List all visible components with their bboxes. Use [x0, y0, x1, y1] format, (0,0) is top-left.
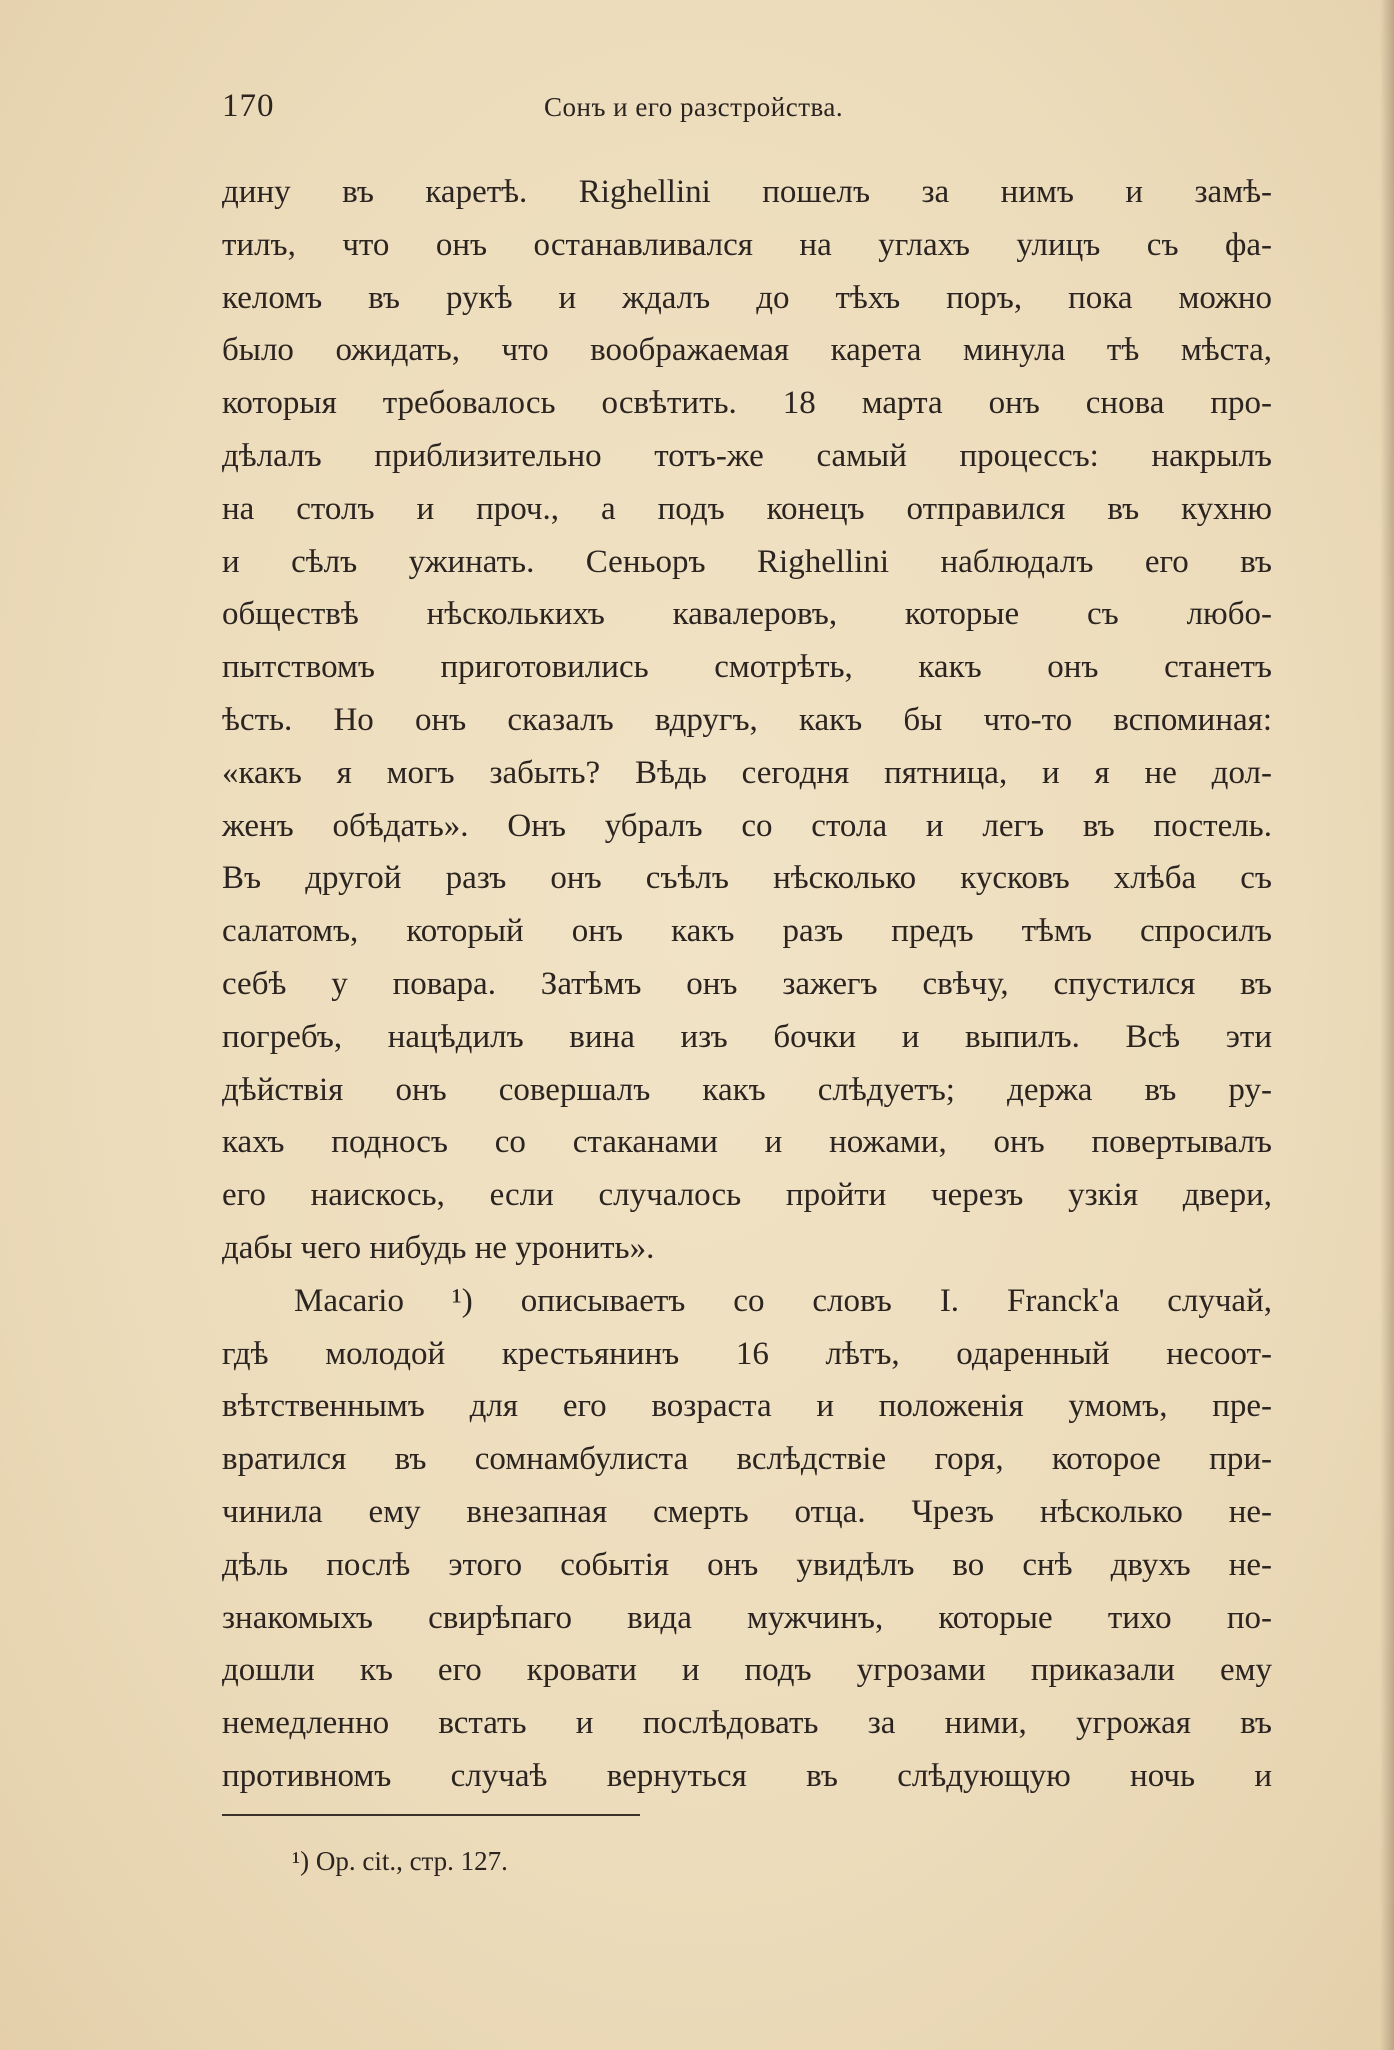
page-number: 170 — [222, 88, 275, 124]
text-line: которыя требовалось освѣтить. 18 марта онъ снова про- — [222, 385, 1272, 422]
page-header — [222, 88, 1272, 128]
text-line: знакомыхъ свирѣпаго вида мужчинъ, которые тихо по- — [222, 1599, 1272, 1636]
text-line: ѣсть. Но онъ сказалъ вдругъ, какъ бы что-то вспоминая: — [222, 701, 1272, 738]
text-line: дину въ каретѣ. Righellini пошелъ за нимъ и замѣ- — [222, 174, 1272, 210]
paragraph-end-line: дабы чего нибудь не уронить». — [222, 1229, 655, 1266]
text-line: вратился въ сомнамбулиста вслѣдствіе горя, которое при- — [222, 1441, 1272, 1478]
text-line: пытствомъ приготовились смотрѣть, какъ онъ станетъ — [222, 649, 1272, 686]
text-line: немедленно встать и послѣдовать за ними, угрожая въ — [222, 1705, 1272, 1742]
text-line: на столъ и проч., а подъ конецъ отправился въ кухню — [222, 490, 1272, 527]
text-line: дѣль послѣ этого событія онъ увидѣлъ во снѣ двухъ не- — [222, 1546, 1272, 1583]
text-line: Въ другой разъ онъ съѣлъ нѣсколько кусковъ хлѣба съ — [222, 860, 1272, 897]
body-text — [222, 166, 1272, 1803]
text-line: «какъ я могъ забыть? Вѣдь сегодня пятница, и я не дол- — [222, 754, 1272, 791]
footnote: ¹) Op. cit., стр. 127. — [292, 1846, 508, 1876]
text-line: и сѣлъ ужинать. Сеньоръ Righellini наблюдалъ его въ — [222, 543, 1272, 580]
text-line: чинила ему внезапная смерть отца. Чрезъ нѣсколько не- — [222, 1493, 1272, 1530]
page-edge-shadow — [1380, 0, 1394, 2050]
text-line: женъ обѣдать». Онъ убралъ со стола и легъ въ постель. — [222, 807, 1272, 844]
text-line: салатомъ, который онъ какъ разъ предъ тѣмъ спросилъ — [222, 913, 1272, 950]
text-line: было ожидать, что воображаемая карета минула тѣ мѣста, — [222, 332, 1272, 369]
text-line: вѣтственнымъ для его возраста и положенія умомъ, пре- — [222, 1388, 1272, 1425]
text-line: погребъ, нацѣдилъ вина изъ бочки и выпилъ. Всѣ эти — [222, 1018, 1272, 1055]
text-line: тилъ, что онъ останавливался на углахъ улицъ съ фа- — [222, 226, 1272, 263]
footnote-divider — [222, 1814, 640, 1816]
text-line: гдѣ молодой крестьянинъ 16 лѣтъ, одаренный несоот- — [222, 1335, 1272, 1372]
text-line: дѣйствія онъ совершалъ какъ слѣдуетъ; держа въ ру- — [222, 1071, 1272, 1108]
text-line: дѣлалъ приблизительно тотъ-же самый процессъ: накрылъ — [222, 437, 1272, 474]
text-line: обществѣ нѣсколькихъ кавалеровъ, которые съ любо- — [222, 596, 1272, 633]
text-line: кахъ подносъ со стаканами и ножами, онъ повертывалъ — [222, 1124, 1272, 1161]
paragraph-start-line: Macario ¹) описываетъ со словъ I. Franck'а случай, — [294, 1282, 1272, 1319]
text-line: его наискось, если случалось пройти черезъ узкія двери, — [222, 1177, 1272, 1214]
running-title: Сонъ и его разстройства. — [544, 92, 844, 122]
text-line: келомъ въ рукѣ и ждалъ до тѣхъ поръ, пока можно — [222, 279, 1272, 316]
text-line: противномъ случаѣ вернуться въ слѣдующую ночь и — [222, 1757, 1272, 1794]
text-line: себѣ у повара. Затѣмъ онъ зажегъ свѣчу, спустился въ — [222, 965, 1272, 1002]
text-line: дошли къ его кровати и подъ угрозами приказали ему — [222, 1652, 1272, 1689]
